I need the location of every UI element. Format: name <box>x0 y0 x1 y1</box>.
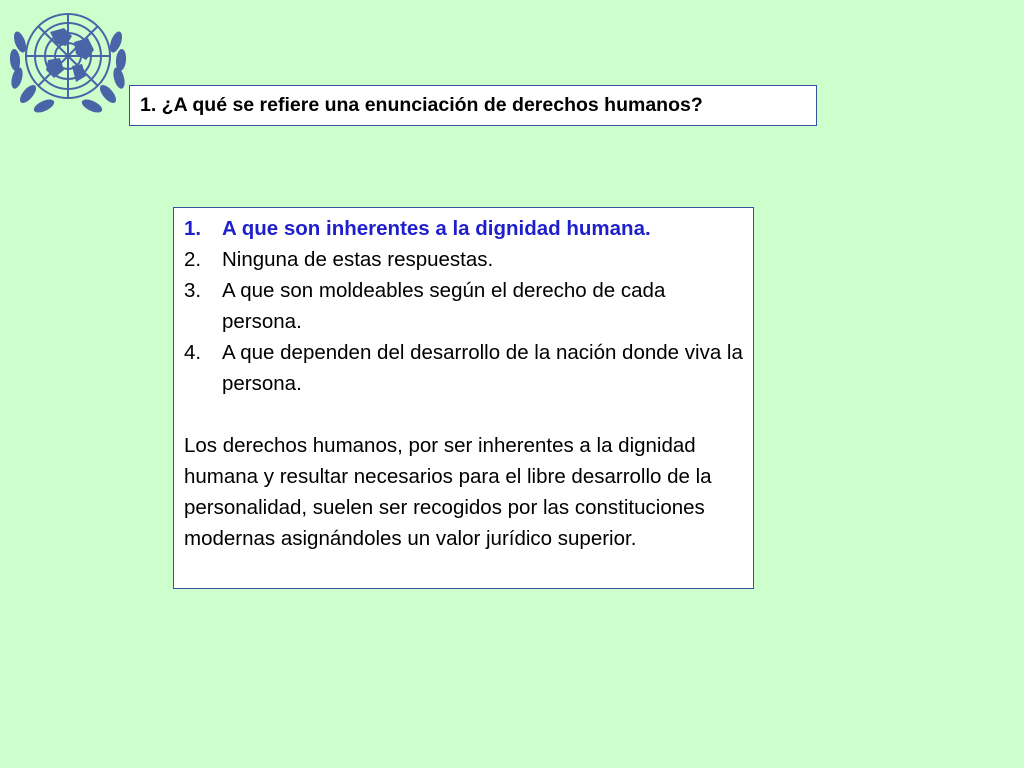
answer-option-4[interactable] <box>184 337 743 399</box>
option-number: 2. <box>184 248 202 271</box>
option-text: A que son moldeables según el derecho de cada persona. <box>222 279 666 333</box>
explanation-text: Los derechos humanos, por ser inherentes a la dignidad humana y resultar necesarios para el libre desarrollo de la personalidad, suelen ser recogidos por las constituciones modernas asignándoles un valor jurídico superior. <box>184 434 712 550</box>
option-text: A que dependen del desarrollo de la nación donde viva la persona. <box>222 341 743 395</box>
option-number: 3. <box>184 279 202 302</box>
option-number: 1. <box>184 217 202 240</box>
option-number: 4. <box>184 341 202 364</box>
answer-options-list <box>184 213 743 399</box>
answer-box <box>173 207 754 589</box>
un-emblem-icon <box>2 2 134 120</box>
answer-option-3[interactable] <box>184 275 743 337</box>
option-text: A que son inherentes a la dignidad humana. <box>222 217 651 240</box>
question-text: 1. ¿A qué se refiere una enunciación de derechos humanos? <box>140 94 703 116</box>
answer-option-2[interactable] <box>184 244 743 275</box>
question-box <box>129 85 817 126</box>
answer-option-1[interactable] <box>184 213 743 244</box>
option-text: Ninguna de estas respuestas. <box>222 248 494 271</box>
